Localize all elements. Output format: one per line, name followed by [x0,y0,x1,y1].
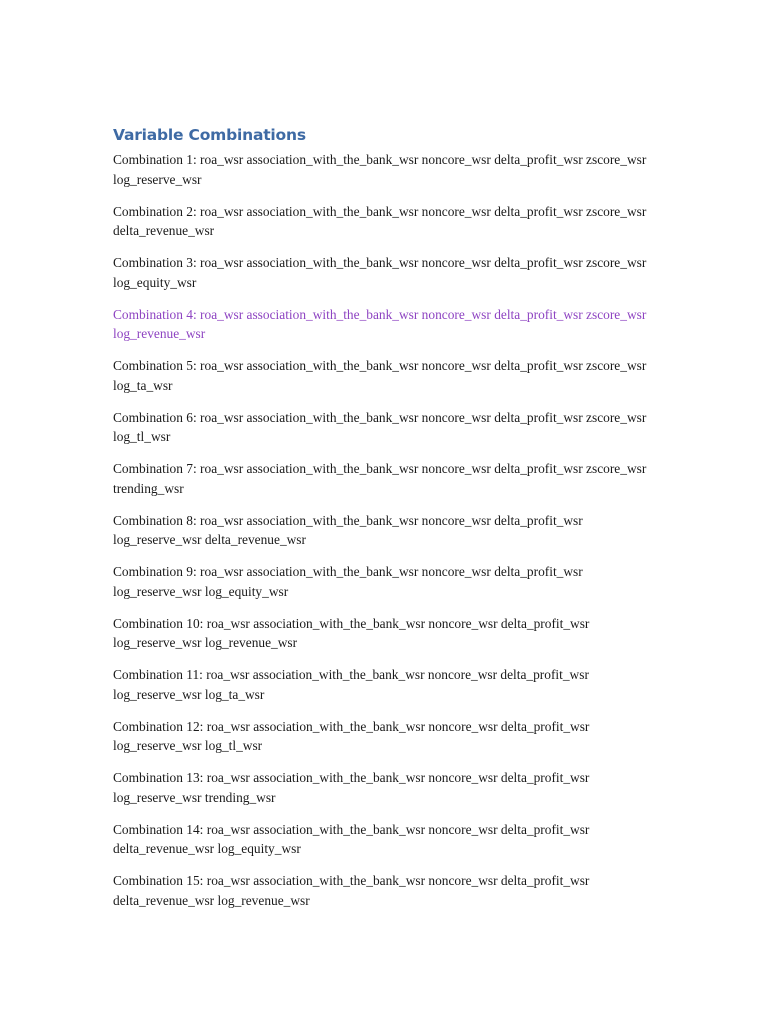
combination-item-highlighted: Combination 4: roa_wsr association_with_the_bank_wsr noncore_wsr delta_profit_wsr zscore_wsr log_revenue_wsr [113,306,647,341]
combination-item: Combination 1: roa_wsr association_with_the_bank_wsr noncore_wsr delta_profit_wsr zscore_wsr log_reserve_wsr [113,152,647,187]
combination-item: Combination 14: roa_wsr association_with_the_bank_wsr noncore_wsr delta_profit_wsr delta_revenue_wsr log_equity_wsr [113,821,590,856]
combination-item: Combination 3: roa_wsr association_with_the_bank_wsr noncore_wsr delta_profit_wsr zscore_wsr log_equity_wsr [113,255,647,290]
combination-item: Combination 11: roa_wsr association_with_the_bank_wsr noncore_wsr delta_profit_wsr log_reserve_wsr log_ta_wsr [113,667,589,702]
combination-item: Combination 6: roa_wsr association_with_the_bank_wsr noncore_wsr delta_profit_wsr zscore_wsr log_tl_wsr [113,409,647,444]
combination-item: Combination 5: roa_wsr association_with_the_bank_wsr noncore_wsr delta_profit_wsr zscore_wsr log_ta_wsr [113,358,647,393]
combination-item: Combination 8: roa_wsr association_with_the_bank_wsr noncore_wsr delta_profit_wsr log_reserve_wsr delta_revenue_wsr [113,512,583,547]
combination-item: Combination 10: roa_wsr association_with_the_bank_wsr noncore_wsr delta_profit_wsr log_reserve_wsr log_revenue_wsr [113,615,590,650]
combination-item: Combination 2: roa_wsr association_with_the_bank_wsr noncore_wsr delta_profit_wsr zscore_wsr delta_revenue_wsr [113,203,647,238]
combination-item: Combination 12: roa_wsr association_with_the_bank_wsr noncore_wsr delta_profit_wsr log_reserve_wsr log_tl_wsr [113,718,590,753]
combination-item: Combination 9: roa_wsr association_with_the_bank_wsr noncore_wsr delta_profit_wsr log_reserve_wsr log_equity_wsr [113,564,583,599]
document-page [113,124,653,923]
combination-item: Combination 13: roa_wsr association_with_the_bank_wsr noncore_wsr delta_profit_wsr log_reserve_wsr trending_wsr [113,770,590,805]
section-heading: Variable Combinations [113,126,306,144]
combination-item: Combination 7: roa_wsr association_with_the_bank_wsr noncore_wsr delta_profit_wsr zscore_wsr trending_wsr [113,461,647,496]
combination-list [113,150,653,910]
combination-item: Combination 15: roa_wsr association_with_the_bank_wsr noncore_wsr delta_profit_wsr delta_revenue_wsr log_revenue_wsr [113,873,590,908]
